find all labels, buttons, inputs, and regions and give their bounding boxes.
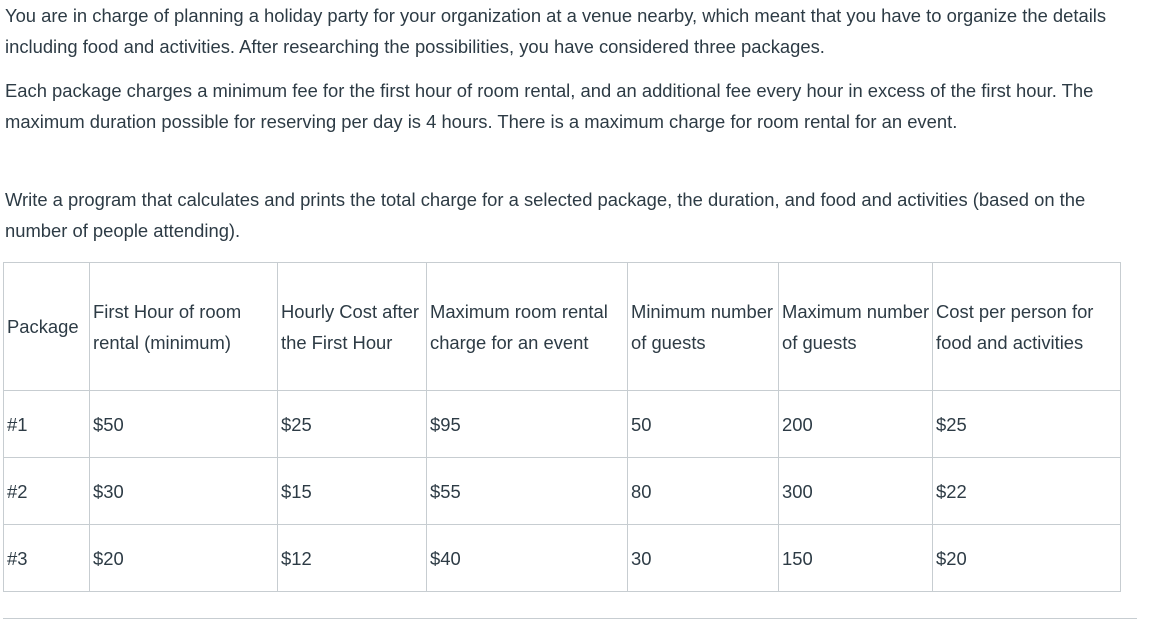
table-header-row — [4, 263, 1121, 391]
table-cell: 300 — [779, 458, 933, 525]
table-cell: $30 — [90, 458, 278, 525]
intro-paragraph: You are in charge of planning a holiday party for your organization at a venue nearby, which meant that you have to organize the details including food and activities. After researching the possibilities, you have considered three packages. — [5, 5, 1107, 57]
pricing-paragraph: Each package charges a minimum fee for the first hour of room rental, and an additional fee every hour in excess of the first hour. The maximum duration possible for reserving per day is 4 hours. There is a maximum charge for room rental for an event. — [5, 80, 1094, 132]
table-cell: #3 — [4, 525, 90, 592]
table-cell: 150 — [779, 525, 933, 592]
header-max-charge: Maximum room rental charge for an event — [427, 263, 628, 391]
header-package: Package — [4, 263, 90, 391]
table-cell: #1 — [4, 391, 90, 458]
table-row — [4, 525, 1121, 592]
table-cell: $25 — [933, 391, 1121, 458]
table-cell: 50 — [628, 391, 779, 458]
table-cell: $22 — [933, 458, 1121, 525]
table-cell: $40 — [427, 525, 628, 592]
table-cell: $12 — [278, 525, 427, 592]
header-cost-per-person: Cost per person for food and activities — [933, 263, 1121, 391]
packages-table — [3, 262, 1121, 592]
task-paragraph: Write a program that calculates and prints the total charge for a selected package, the duration, and food and activities (based on the number of people attending). — [5, 189, 1086, 241]
table-cell: $50 — [90, 391, 278, 458]
table-cell: $25 — [278, 391, 427, 458]
table-cell: $55 — [427, 458, 628, 525]
table-cell: 30 — [628, 525, 779, 592]
table-cell: 200 — [779, 391, 933, 458]
table-cell: $15 — [278, 458, 427, 525]
table-cell: #2 — [4, 458, 90, 525]
table-row — [4, 458, 1121, 525]
header-min-guests: Minimum number of guests — [628, 263, 779, 391]
table-row — [4, 391, 1121, 458]
header-max-guests: Maximum number of guests — [779, 263, 933, 391]
table-cell: $20 — [90, 525, 278, 592]
bottom-divider — [3, 618, 1137, 619]
table-cell: 80 — [628, 458, 779, 525]
header-first-hour: First Hour of room rental (minimum) — [90, 263, 278, 391]
table-cell: $20 — [933, 525, 1121, 592]
table-cell: $95 — [427, 391, 628, 458]
header-hourly-cost: Hourly Cost after the First Hour — [278, 263, 427, 391]
